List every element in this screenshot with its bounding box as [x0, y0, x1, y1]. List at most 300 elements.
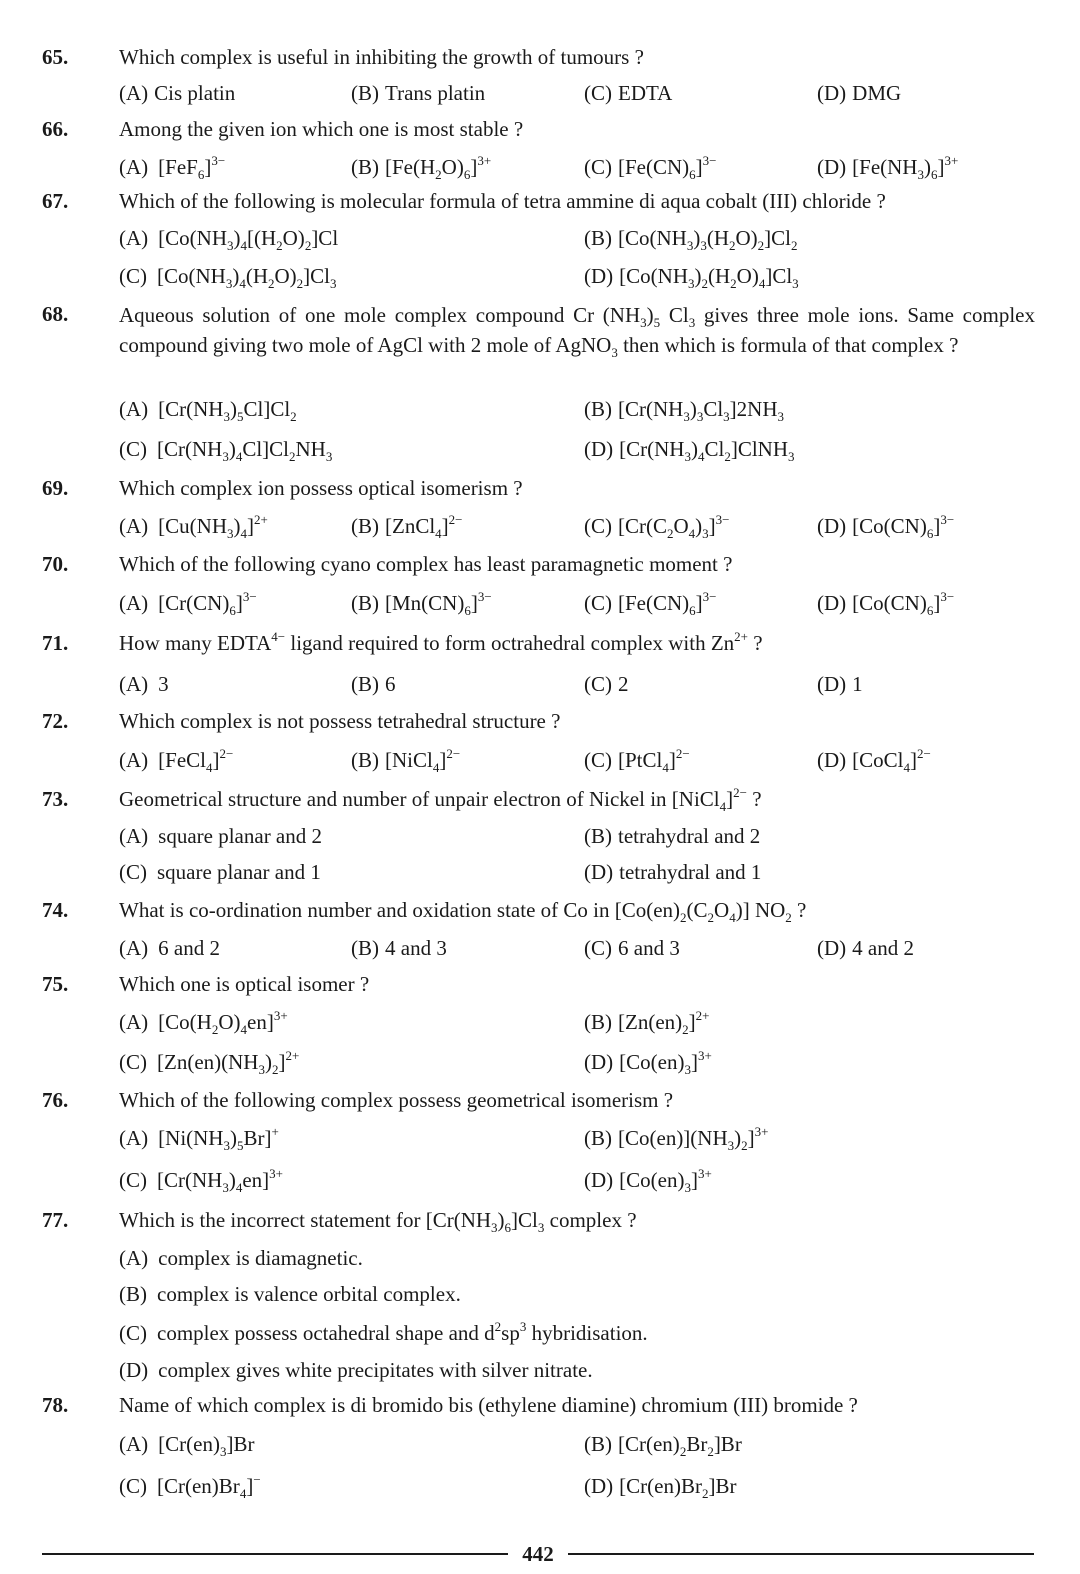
superscript: 3−: [702, 589, 717, 604]
option-label: (C): [584, 155, 612, 179]
option-label: (A): [119, 824, 149, 848]
page-footer: [42, 1539, 1034, 1569]
subscript: 6: [689, 167, 696, 182]
option-d[interactable]: [584, 262, 799, 290]
question-text: Name of which complex is di bromido bis (ethylene diamine) chromium (III) bromide ?: [119, 1393, 858, 1417]
superscript: 3−: [940, 512, 955, 527]
option-b[interactable]: [351, 934, 447, 962]
option-value: tetrahydral and 1: [619, 860, 762, 884]
option-d[interactable]: [817, 746, 931, 774]
option-value: [PtCl$_4$]$^{2-}$: [618, 746, 690, 775]
subscript: 6: [930, 167, 938, 182]
option-label: (C): [584, 748, 612, 772]
option-b[interactable]: [584, 1124, 768, 1152]
subscript: 4: [240, 238, 247, 253]
option-label: (A): [119, 936, 149, 960]
subscript: 2: [667, 526, 674, 541]
subscript: 3: [687, 276, 695, 291]
superscript: 3−: [477, 589, 492, 604]
option-value: $[Cu(NH_3)_4]^{2+}$: [158, 512, 268, 541]
subscript: 6: [464, 603, 471, 618]
option-a[interactable]: [119, 1008, 288, 1036]
subscript: 3: [777, 409, 784, 424]
option-a[interactable]: [119, 589, 257, 617]
option-value: EDTA: [618, 81, 673, 105]
option-a[interactable]: [119, 822, 322, 850]
option-b[interactable]: [119, 1280, 461, 1308]
option-value: $[Zn(en)(NH_3)_2]^{2+}$: [157, 1048, 300, 1077]
question-number: 75.: [42, 972, 69, 996]
subscript: 2: [785, 910, 792, 925]
option-value: [ZnCl$_4$]$^{2-}$: [385, 512, 463, 541]
subscript: 4: [719, 799, 727, 814]
question-text: How many $EDTA^{4-}$ ligand required to form octrahedral complex with $Zn^{2+}$ ?: [119, 629, 763, 655]
option-c[interactable]: [119, 435, 332, 463]
question-text: Geometrical structure and number of unpair electron of Nickel in [NiCl$_4$]$^{2-}$ ?: [119, 785, 762, 814]
option-label: (B): [584, 1432, 612, 1456]
option-value: $[Cr(CN)_6]^{3-}$: [158, 589, 257, 618]
question-number: 73.: [42, 787, 69, 811]
subscript: 3: [702, 526, 709, 541]
subscript: 4: [758, 276, 766, 291]
option-label: (C): [119, 1168, 147, 1192]
question-text: Which of the following cyano complex has least paramagnetic moment ?: [119, 552, 733, 576]
option-label: (C): [584, 514, 612, 538]
option-value: $[Mn(CN)_6]^{3-}$: [385, 589, 492, 618]
superscript: 2+: [253, 512, 268, 527]
subscript: 3: [325, 449, 333, 464]
option-label: (A): [119, 748, 149, 772]
subscript: 4: [235, 449, 243, 464]
question-text: Which complex is useful in inhibiting the growth of tumours ?: [119, 45, 644, 69]
question-number: 69.: [42, 476, 69, 500]
subscript: 4: [432, 760, 440, 775]
subscript: 2: [211, 1022, 219, 1037]
subscript: 3: [684, 1062, 691, 1077]
subscript: 3: [330, 276, 337, 291]
subscript: 3: [683, 409, 690, 424]
option-d[interactable]: [817, 153, 958, 181]
subscript: 6: [463, 167, 471, 182]
option-a[interactable]: [119, 79, 235, 107]
option-d[interactable]: [817, 589, 954, 617]
option-value: [NiCl$_4$]$^{2-}$: [385, 746, 461, 775]
option-label: (B): [351, 81, 379, 105]
option-label: (C): [119, 1050, 147, 1074]
superscript: 2−: [675, 746, 690, 761]
superscript: 4−: [271, 629, 286, 644]
subscript: 2: [701, 276, 708, 291]
subscript: 2: [271, 1062, 279, 1077]
option-a[interactable]: [119, 670, 169, 698]
footer-rule-right: [568, 1553, 1034, 1555]
option-label: (B): [351, 672, 379, 696]
option-b[interactable]: [351, 512, 463, 540]
option-label: (B): [351, 514, 379, 538]
superscript: 3−: [715, 512, 730, 527]
superscript: 2−: [219, 746, 234, 761]
subscript: 4: [235, 1180, 243, 1195]
superscript: 3+: [697, 1048, 712, 1063]
option-label: (C): [584, 591, 612, 615]
option-d[interactable]: [817, 512, 954, 540]
option-value: 6 and 2: [158, 936, 220, 960]
option-d[interactable]: [584, 435, 795, 463]
subscript: 3: [696, 409, 704, 424]
option-label: (C): [584, 81, 612, 105]
option-label: (B): [584, 397, 612, 421]
subscript: 6: [926, 526, 934, 541]
option-c[interactable]: [584, 79, 672, 107]
option-label: (B): [351, 591, 379, 615]
subscript: 2: [730, 276, 737, 291]
question-text: What is co-ordination number and oxidation state of Co in $[Co(en)_2(C_2O_4)]$ $NO_2$ ?: [119, 898, 807, 925]
superscript: 3+: [269, 1166, 283, 1181]
superscript: 2+: [285, 1048, 300, 1063]
subscript: 4: [206, 760, 213, 775]
superscript: +: [271, 1124, 279, 1139]
option-label: (A): [119, 1432, 149, 1456]
subscript: 2: [682, 1022, 689, 1037]
subscript: 3: [222, 1180, 229, 1195]
option-c[interactable]: [584, 934, 680, 962]
option-label: (D): [584, 1168, 614, 1192]
subscript: 3: [788, 449, 795, 464]
option-value: $[Cr(NH_3)_3Cl_3]2NH_3$: [618, 397, 784, 424]
option-label: (B): [351, 155, 379, 179]
question-number: 70.: [42, 552, 69, 576]
option-d[interactable]: [584, 858, 761, 886]
option-b[interactable]: [584, 224, 798, 252]
option-c[interactable]: [119, 858, 321, 886]
page-number: 442: [522, 1542, 554, 1566]
question-text: Among the given ion which one is most stable ?: [119, 117, 524, 141]
subscript: 2: [276, 238, 283, 253]
subscript: 5: [653, 315, 661, 330]
option-label: (C): [119, 1321, 147, 1345]
option-value: complex is diamagnetic.: [158, 1246, 363, 1270]
subscript: 3: [223, 1138, 230, 1153]
option-label: (D): [119, 1358, 149, 1382]
option-value: 4 and 3: [385, 936, 447, 960]
option-b[interactable]: [584, 1008, 709, 1036]
option-c[interactable]: [584, 153, 717, 181]
superscript: 3+: [697, 1166, 712, 1181]
subscript: 3: [537, 1220, 545, 1235]
option-a[interactable]: [119, 1244, 363, 1272]
superscript: 2−: [446, 746, 461, 761]
option-c[interactable]: [584, 512, 730, 540]
option-value: square planar and 2: [158, 824, 323, 848]
subscript: 3: [727, 1138, 735, 1153]
subscript: 3: [684, 1180, 691, 1195]
question-number: 72.: [42, 709, 69, 733]
subscript: 6: [926, 603, 934, 618]
option-value: complex gives white precipitates with silver nitrate.: [158, 1358, 593, 1382]
option-value: $[Co(H_2O)_4en]^{3+}$: [158, 1008, 288, 1037]
question-text: Which complex ion possess optical isomerism ?: [119, 476, 523, 500]
subscript: 2: [724, 449, 731, 464]
option-label: (B): [351, 936, 379, 960]
superscript: 2: [494, 1319, 502, 1334]
option-d[interactable]: [584, 1048, 712, 1076]
superscript: 2+: [695, 1008, 710, 1023]
option-b[interactable]: [351, 589, 492, 617]
subscript: 5: [236, 409, 244, 424]
superscript: 2−: [917, 746, 931, 761]
subscript: 3: [219, 1444, 227, 1459]
option-label: (A): [119, 1246, 149, 1270]
option-value: Trans platin: [385, 81, 486, 105]
subscript: 2: [791, 238, 798, 253]
option-b[interactable]: [351, 670, 396, 698]
option-value: $[Co(en)_3]^{3+}$: [619, 1166, 712, 1195]
subscript: 2: [289, 449, 296, 464]
question-number: 65.: [42, 45, 69, 69]
option-value: $[Co(en)_3]^{3+}$: [619, 1048, 712, 1077]
option-label: (A): [119, 155, 149, 179]
option-label: (D): [817, 748, 847, 772]
subscript: 2: [679, 1444, 687, 1459]
option-value: Cis platin: [154, 81, 236, 105]
question-text: Which of the following is molecular formula of tetra ammine di aqua cobalt (III) chloride ?: [119, 189, 886, 213]
option-label: (D): [584, 1050, 614, 1074]
superscript: 3: [519, 1319, 527, 1334]
option-d[interactable]: [817, 934, 914, 962]
option-label: (D): [817, 672, 847, 696]
option-c[interactable]: [119, 1319, 648, 1347]
question-text: Which complex is not possess tetrahedral structure ?: [119, 709, 561, 733]
subscript: 2: [268, 276, 275, 291]
option-d[interactable]: [584, 1472, 736, 1500]
subscript: 3: [700, 238, 707, 253]
superscript: 3+: [477, 153, 492, 168]
option-value: $[Cr(NH_3)_4Cl]Cl_2NH_3$: [157, 437, 333, 464]
option-value: square planar and 1: [157, 860, 321, 884]
option-c[interactable]: [119, 1048, 299, 1076]
option-label: (A): [119, 591, 149, 615]
option-a[interactable]: [119, 512, 268, 540]
option-value: [FeCl$_4$]$^{2-}$: [158, 746, 234, 775]
option-label: (A): [119, 1126, 149, 1150]
subscript: 6: [197, 167, 205, 182]
option-b[interactable]: [351, 153, 491, 181]
option-value: $[Zn(en)_2]^{2+}$: [618, 1008, 710, 1037]
option-value: $[Cr(en)Br_4]^-$: [157, 1472, 261, 1501]
subscript: 4: [729, 910, 736, 925]
subscript: 4: [697, 449, 705, 464]
question-number: 74.: [42, 898, 69, 922]
option-b[interactable]: [351, 746, 460, 774]
subscript: 3: [640, 315, 647, 330]
subscript: 3: [226, 238, 234, 253]
option-c[interactable]: [119, 1166, 283, 1194]
option-label: (D): [817, 155, 847, 179]
option-value: $[Cr(C_2O_4)_3]^{3-}$: [618, 512, 730, 541]
option-a[interactable]: [119, 746, 233, 774]
option-a[interactable]: [119, 153, 225, 181]
subscript: 3: [611, 345, 618, 360]
subscript: 2: [729, 238, 736, 253]
option-b[interactable]: [584, 822, 760, 850]
subscript: 6: [689, 603, 696, 618]
option-d[interactable]: [119, 1356, 593, 1384]
question-text: Which one is optical isomer ?: [119, 972, 370, 996]
subscript: 3: [258, 1062, 265, 1077]
option-value: $[Co(NH_3)_2(H_2O)_4]Cl_3$: [619, 264, 799, 291]
subscript: 2: [707, 1444, 714, 1459]
option-label: (C): [584, 936, 612, 960]
option-b[interactable]: [584, 1430, 742, 1458]
superscript: 3+: [944, 153, 959, 168]
subscript: 3: [684, 449, 691, 464]
option-label: (C): [119, 860, 147, 884]
option-label: (B): [584, 1010, 612, 1034]
option-value: 1: [852, 672, 863, 696]
option-value: 2: [618, 672, 629, 696]
subscript: 3: [688, 315, 696, 330]
option-value: $[Co(CN)_6]^{3-}$: [852, 589, 955, 618]
option-b[interactable]: [351, 79, 485, 107]
subscript: 2: [290, 409, 297, 424]
option-b[interactable]: [584, 395, 784, 423]
option-value: 6: [385, 672, 396, 696]
option-value: DMG: [852, 81, 902, 105]
question-number: 67.: [42, 189, 69, 213]
superscript: 2−: [448, 512, 463, 527]
subscript: 2: [757, 238, 765, 253]
option-value: $[Fe(CN)_6]^{3-}$: [618, 153, 717, 182]
superscript: 3−: [940, 589, 955, 604]
option-value: complex possess octahedral shape and $d^2sp^3$ hybridisation.: [157, 1319, 648, 1345]
subscript: 3: [491, 1220, 498, 1235]
option-label: (D): [817, 936, 847, 960]
option-a[interactable]: [119, 934, 220, 962]
subscript: 2: [701, 1486, 709, 1501]
question-number: 71.: [42, 631, 69, 655]
option-c[interactable]: [584, 670, 629, 698]
subscript: 4: [240, 1022, 247, 1037]
subscript: 6: [504, 1220, 512, 1235]
option-c[interactable]: [584, 746, 690, 774]
subscript: 4: [903, 760, 910, 775]
superscript: 3−: [702, 153, 717, 168]
subscript: 4: [688, 526, 696, 541]
subscript: 3: [723, 409, 730, 424]
option-d[interactable]: [817, 670, 863, 698]
option-a[interactable]: [119, 1124, 279, 1152]
option-value: complex is valence orbital complex.: [157, 1282, 461, 1306]
subscript: 4: [435, 526, 442, 541]
option-value: [$Co(NH_3)_4[(H_2O)_2]Cl$: [158, 226, 339, 253]
option-value: $[Fe(NH_3)_6]^{3+}$: [852, 153, 959, 182]
superscript: 2−: [733, 785, 747, 800]
option-value: $[Co(CN)_6]^{3-}$: [852, 512, 955, 541]
option-value: $[Fe(CN)_6]^{3-}$: [618, 589, 717, 618]
question-number: 66.: [42, 117, 69, 141]
superscript: −: [253, 1472, 261, 1487]
subscript: 2: [304, 238, 312, 253]
option-value: [CoCl$_4$]$^{2-}$: [852, 746, 931, 775]
subscript: 4: [240, 526, 247, 541]
subscript: 3: [223, 409, 230, 424]
question-number: 76.: [42, 1088, 69, 1112]
option-value: 4 and 2: [852, 936, 914, 960]
option-c[interactable]: [119, 262, 337, 290]
option-label: (D): [817, 591, 847, 615]
subscript: 2: [435, 167, 442, 182]
option-label: (D): [584, 264, 614, 288]
option-label: (C): [119, 1474, 147, 1498]
superscript: 3−: [211, 153, 226, 168]
option-label: (C): [584, 672, 612, 696]
question-number: 78.: [42, 1393, 69, 1417]
option-label: (C): [119, 264, 147, 288]
option-c[interactable]: [119, 1472, 261, 1500]
subscript: 4: [239, 1486, 247, 1501]
footer-rule-left: [42, 1553, 508, 1555]
option-label: (D): [584, 437, 614, 461]
option-label: (B): [584, 824, 612, 848]
option-d[interactable]: [584, 1166, 712, 1194]
superscript: 2+: [734, 629, 749, 644]
option-value: $[Cr(NH_3)_5Cl]Cl_2$: [158, 397, 297, 424]
option-a[interactable]: [119, 395, 297, 423]
option-d[interactable]: [817, 79, 901, 107]
superscript: 3+: [273, 1008, 288, 1023]
option-label: (A): [119, 81, 149, 105]
option-label: (A): [119, 1010, 149, 1034]
option-label: (C): [119, 437, 147, 461]
option-a[interactable]: [119, 224, 338, 252]
option-value: $[Ni(NH_3)_5Br]^+$: [158, 1124, 279, 1153]
option-value: $[Cr(en)_2Br_2]Br$: [618, 1432, 742, 1459]
option-value: 6 and 3: [618, 936, 680, 960]
option-label: (B): [584, 226, 612, 250]
question-text: Which of the following complex possess geometrical isomerism ?: [119, 1088, 674, 1112]
question-number: 68.: [42, 302, 69, 326]
option-value: $[Cr(NH_3)_4en]^{3+}$: [157, 1166, 283, 1195]
option-a[interactable]: [119, 1430, 254, 1458]
option-label: (D): [817, 81, 847, 105]
option-label: (D): [817, 514, 847, 538]
option-value: $[Co(NH_3)_4(H_2O)_2]Cl_3$: [157, 264, 337, 291]
option-c[interactable]: [584, 589, 717, 617]
option-label: (B): [119, 1282, 147, 1306]
option-label: (A): [119, 672, 149, 696]
option-label: (B): [351, 748, 379, 772]
subscript: 4: [662, 760, 669, 775]
subscript: 3: [226, 526, 234, 541]
subscript: 3: [686, 238, 694, 253]
option-value: 3: [158, 672, 169, 696]
question-number: 77.: [42, 1208, 69, 1232]
subscript: 2: [707, 910, 715, 925]
superscript: 3−: [242, 589, 257, 604]
subscript: 3: [792, 276, 799, 291]
option-value: $[Co(NH_3)_3(H_2O)_2]Cl_2$: [618, 226, 798, 253]
option-value: $[Fe(H_2O)_6]^{3+}$: [385, 153, 492, 182]
option-value: $[Cr(en)Br_2]Br$: [619, 1474, 737, 1501]
option-label: (D): [584, 1474, 614, 1498]
option-value: $[FeF_6]^{3-}$: [158, 153, 226, 182]
option-value: $[Co(en)](NH_3)_2]^{3+}$: [618, 1124, 769, 1153]
subscript: 3: [225, 276, 233, 291]
option-value: tetrahydral and 2: [618, 824, 761, 848]
subscript: 3: [222, 449, 229, 464]
subscript: 2: [680, 910, 687, 925]
question-text: Aqueous solution of one mole complex compound Cr $(NH_3)_5$ $Cl_3$ gives three mole ions. Same complex compound giving two mole of AgCl with 2 mole of AgNO$_3$ then which is formula of that complex ?: [119, 303, 1035, 360]
